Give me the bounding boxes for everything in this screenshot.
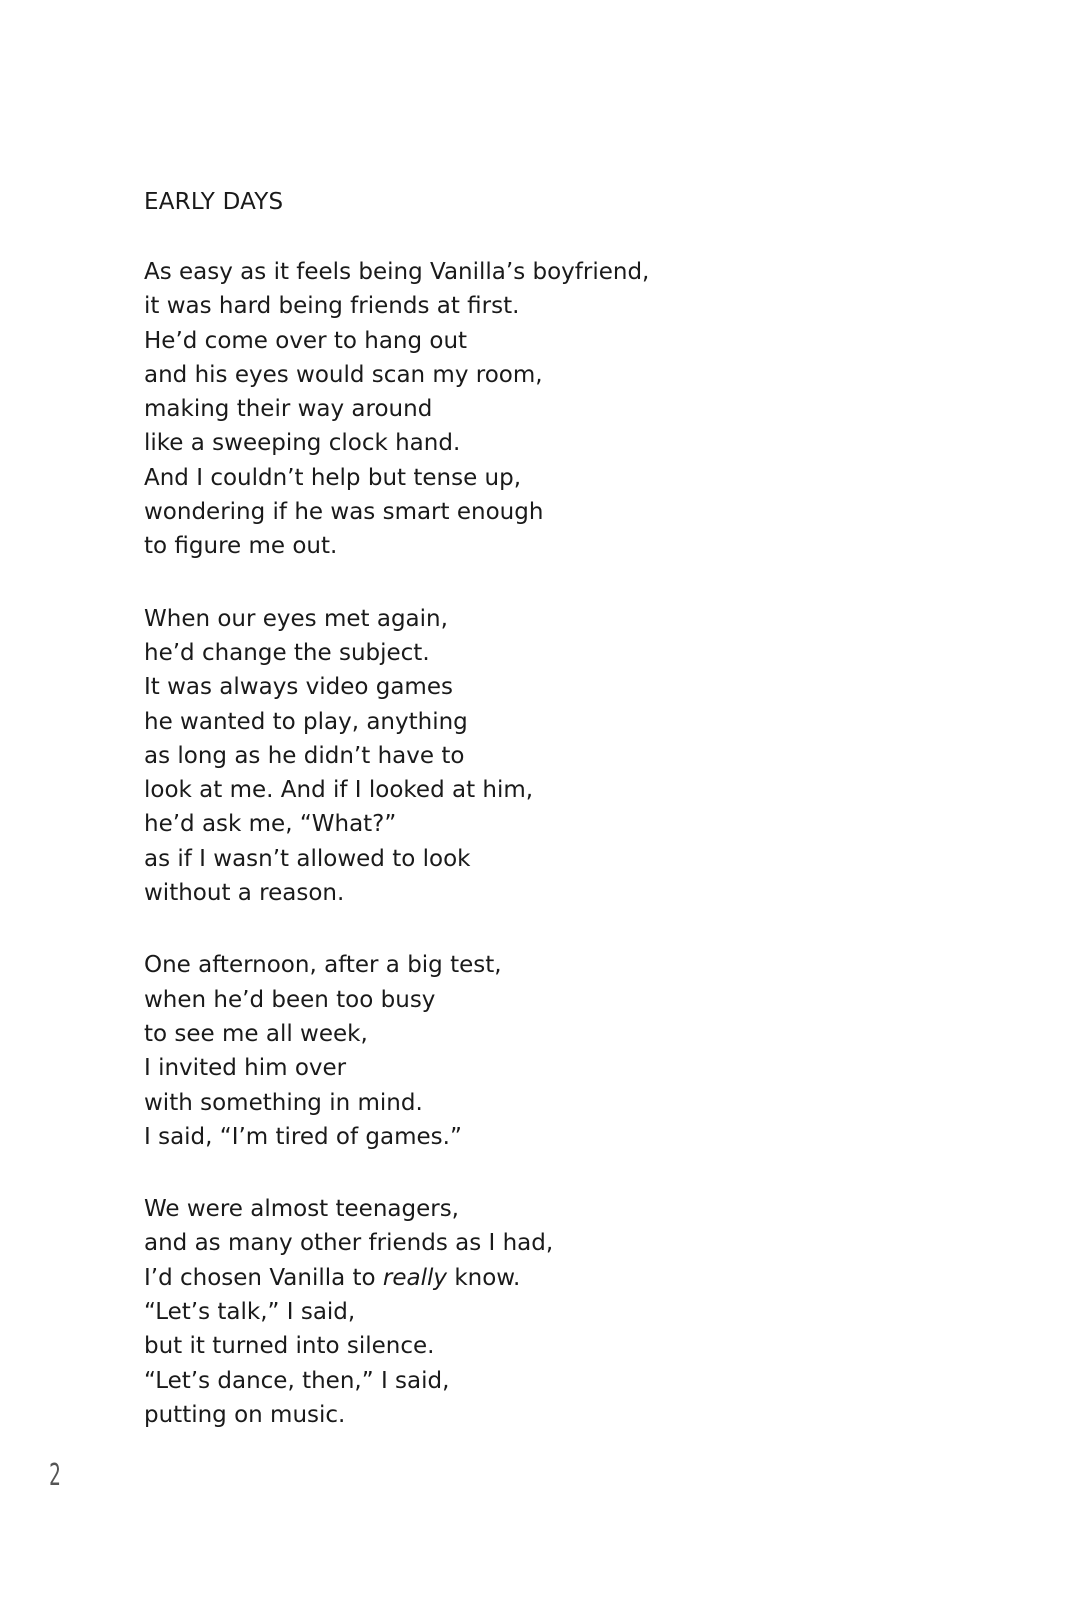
poem-line: as if I wasn’t allowed to look: [144, 845, 471, 872]
page-number: 2: [49, 1458, 61, 1493]
poem-line: “Let’s dance, then,” I said,: [144, 1367, 450, 1394]
poem-line: to see me all week,: [144, 1020, 368, 1047]
poem-line: I said, “I’m tired of games.”: [144, 1123, 462, 1150]
line-text: I’d chosen Vanilla to: [144, 1264, 383, 1291]
poem-line: One afternoon, after a big test,: [144, 952, 502, 979]
poem-line: to figure me out.: [144, 533, 338, 560]
stanza-1: [144, 255, 844, 564]
poem-line: As easy as it feels being Vanilla’s boyfriend,: [144, 259, 650, 285]
emphasized-word: really: [382, 1264, 448, 1291]
poem-line: and his eyes would scan my room,: [144, 361, 543, 388]
line-text: know.: [447, 1264, 521, 1291]
poem-line: wondering if he was smart enough: [144, 499, 544, 526]
poem-line: with something in mind.: [144, 1089, 423, 1116]
poem-line: look at me. And if I looked at him,: [144, 777, 534, 804]
poem-line: We were almost teenagers,: [144, 1196, 459, 1223]
stanza-3: [144, 948, 844, 1154]
poem-line: it was hard being friends at first.: [144, 293, 520, 320]
poem-line: [144, 1261, 844, 1295]
poem-line: and as many other friends as I had,: [144, 1230, 554, 1257]
poem-line: he’d ask me, “What?”: [144, 811, 397, 838]
poem-line: It was always video games: [144, 674, 453, 701]
poem-line: but it turned into silence.: [144, 1333, 435, 1360]
poem-line: “Let’s talk,” I said,: [144, 1299, 356, 1326]
poem-line: making their way around: [144, 396, 433, 423]
stanza-2: [144, 602, 844, 911]
poem-line: without a reason.: [144, 880, 345, 907]
poem-line: when he’d been too busy: [144, 986, 436, 1013]
poem-line: He’d come over to hang out: [144, 327, 468, 354]
poem-line: When our eyes met again,: [144, 605, 448, 632]
stanza-4: [144, 1192, 844, 1432]
poem-line: as long as he didn’t have to: [144, 742, 465, 769]
poem-line: putting on music.: [144, 1401, 346, 1428]
poem-title: EARLY DAYS: [144, 189, 284, 215]
poem-line: he wanted to play, anything: [144, 708, 468, 735]
poem-line: And I couldn’t help but tense up,: [144, 464, 522, 491]
poem-line: he’d change the subject.: [144, 639, 430, 666]
poem: [144, 187, 844, 1432]
poem-line: I invited him over: [144, 1055, 347, 1082]
poem-line: like a sweeping clock hand.: [144, 430, 461, 457]
